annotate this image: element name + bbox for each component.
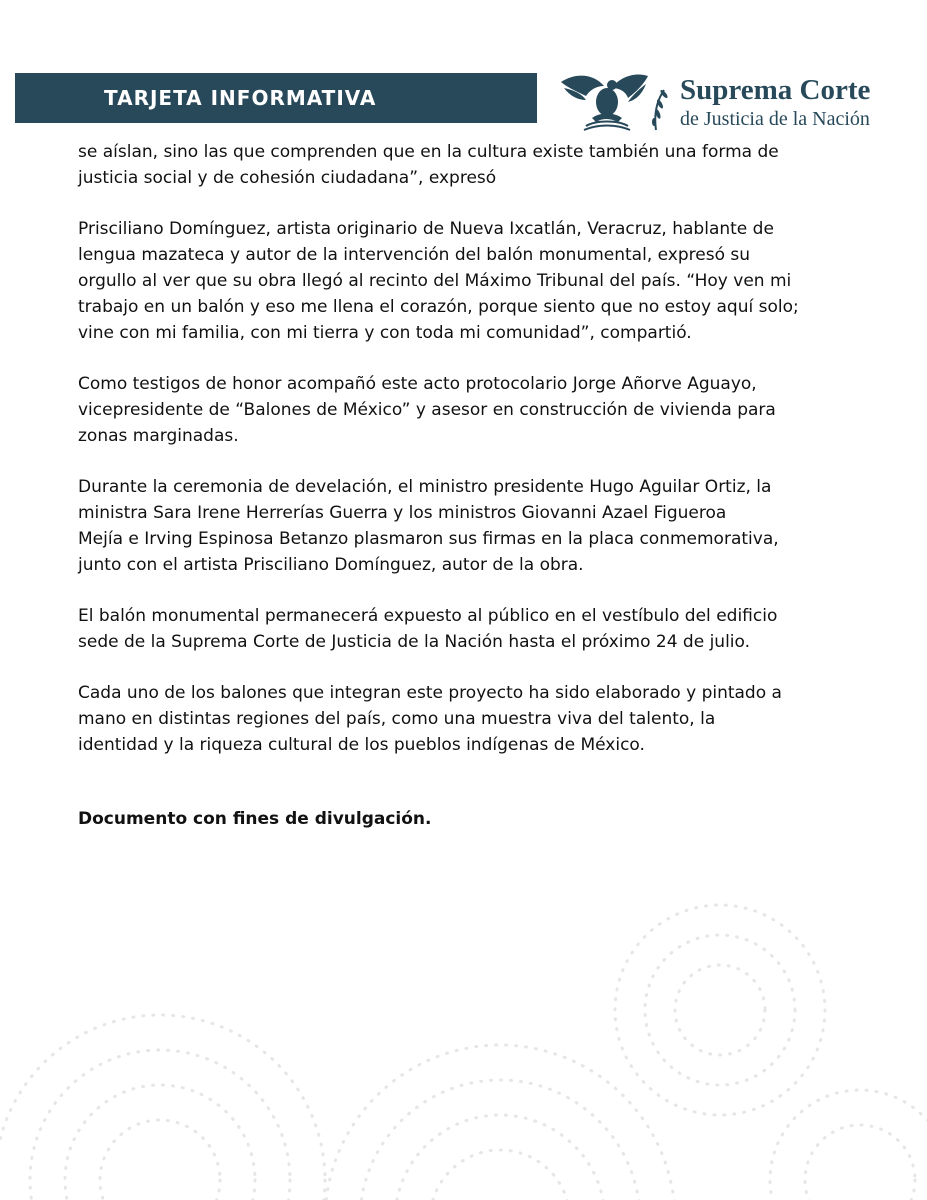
paragraph-5 [78, 603, 878, 655]
header-bar [15, 73, 537, 123]
eagle-emblem-icon [556, 68, 671, 134]
text-line: vine con mi familia, con mi tierra y con toda mi comunidad”, compartió. [78, 323, 692, 343]
text-line: se aíslan, sino las que comprenden que en la cultura existe también una forma de [78, 142, 779, 162]
text-line: vicepresidente de “Balones de México” y asesor en construcción de vivienda para [78, 400, 776, 420]
text-line: Mejía e Irving Espinosa Betanzo plasmaron sus firmas en la placa conmemorativa, [78, 529, 779, 549]
paragraph-6 [78, 680, 878, 758]
document-body [78, 139, 878, 832]
logo-name-line2: de Justicia de la Nación [680, 108, 870, 130]
text-line: lengua mazateca y autor de la intervención del balón monumental, expresó su [78, 245, 751, 265]
text-line: Durante la ceremonia de develación, el ministro presidente Hugo Aguilar Ortiz, la [78, 477, 772, 497]
text-line: Como testigos de honor acompañó este acto protocolario Jorge Añorve Aguayo, [78, 374, 757, 394]
text-line: junto con el artista Prisciliano Domínguez, autor de la obra. [78, 555, 584, 575]
dotted-circle-pattern-icon [0, 880, 927, 1200]
text-line: El balón monumental permanecerá expuesto al público en el vestíbulo del edificio [78, 606, 778, 626]
text-line: ministra Sara Irene Herrerías Guerra y los ministros Giovanni Azael Figueroa [78, 503, 727, 523]
scjn-logo [556, 68, 871, 134]
text-line: mano en distintas regiones del país, como una muestra viva del talento, la [78, 709, 716, 729]
text-line: orgullo al ver que su obra llegó al recinto del Máximo Tribunal del país. “Hoy ven mi [78, 271, 792, 291]
dissemination-note: Documento con fines de divulgación. [78, 809, 432, 829]
paragraph-4 [78, 474, 878, 578]
text-line: identidad y la riqueza cultural de los pueblos indígenas de México. [78, 735, 645, 755]
logo-name-line1: Suprema Corte [680, 74, 871, 106]
paragraph-3 [78, 371, 878, 449]
text-line: Prisciliano Domínguez, artista originario de Nueva Ixcatlán, Veracruz, hablante de [78, 219, 774, 239]
text-line: trabajo en un balón y eso me llena el corazón, porque siento que no estoy aquí solo; [78, 297, 799, 317]
paragraph-2 [78, 216, 878, 346]
text-line: Cada uno de los balones que integran este proyecto ha sido elaborado y pintado a [78, 683, 782, 703]
text-line: sede de la Suprema Corte de Justicia de la Nación hasta el próximo 24 de julio. [78, 632, 751, 652]
paragraph-1 [78, 139, 878, 191]
text-line: zonas marginadas. [78, 426, 239, 446]
text-line: justicia social y de cohesión ciudadana”, expresó [78, 168, 497, 188]
document-type-title: TARJETA INFORMATIVA [104, 86, 377, 110]
